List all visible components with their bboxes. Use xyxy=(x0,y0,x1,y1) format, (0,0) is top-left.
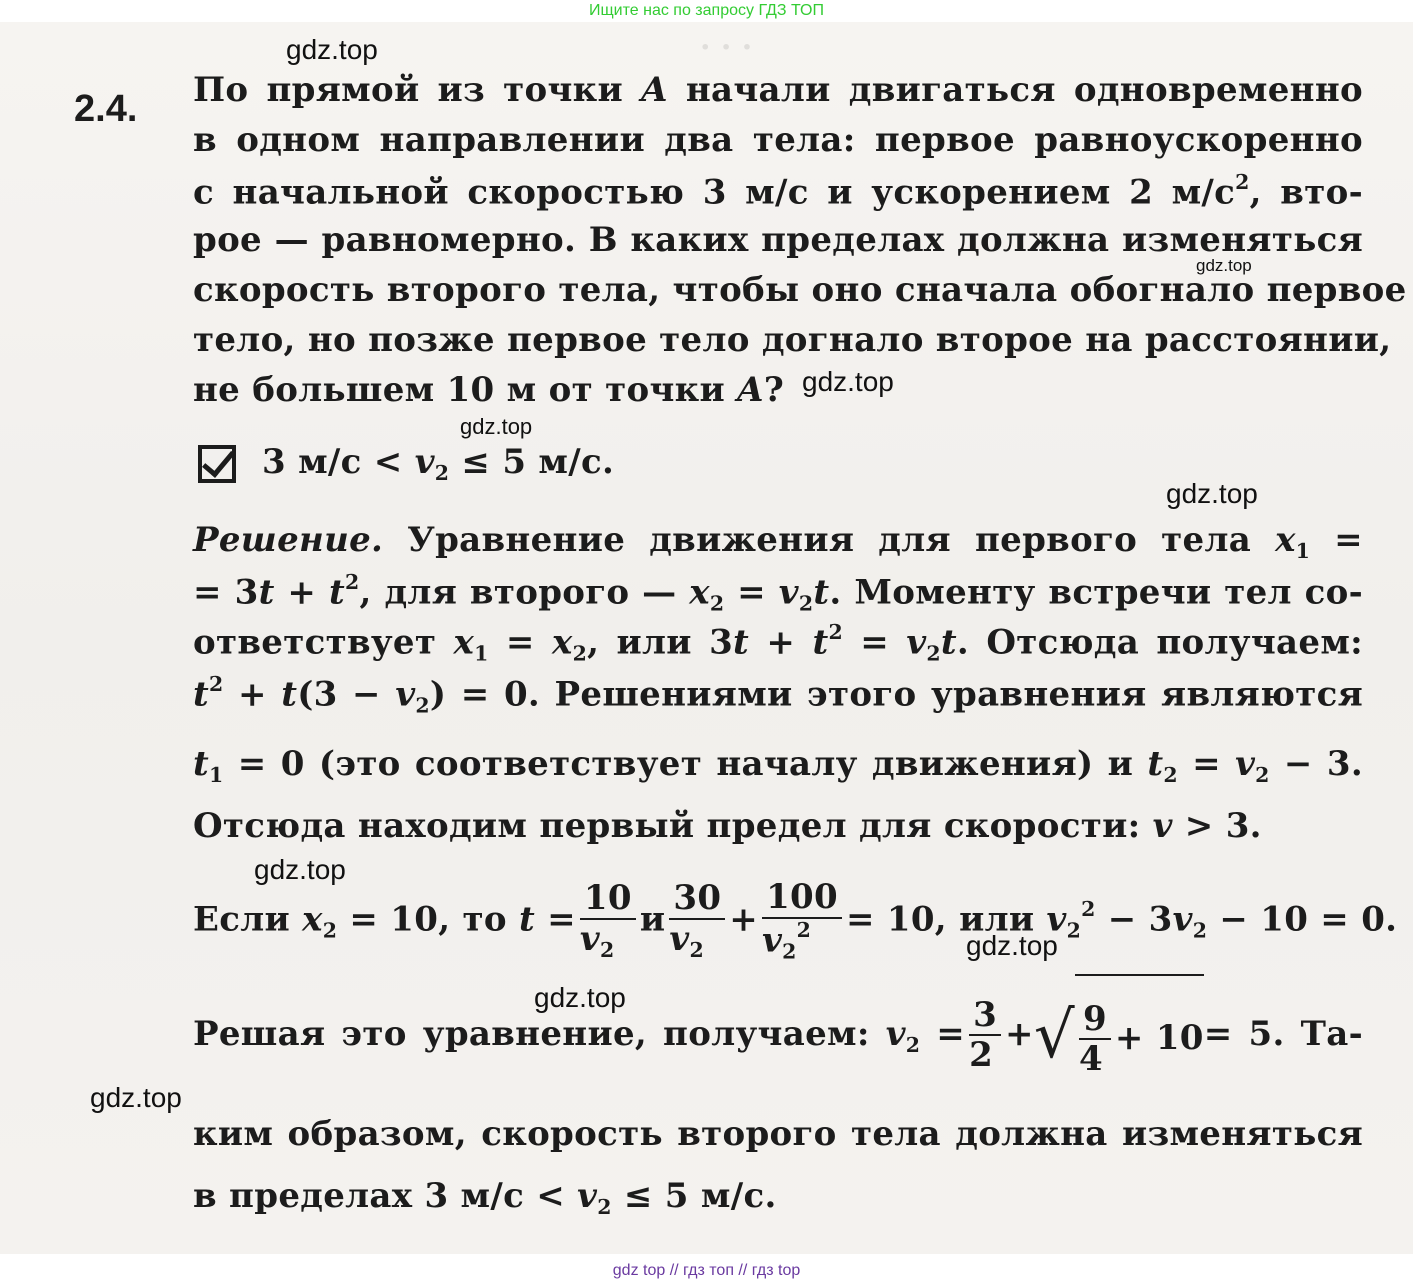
watermark: gdz.top xyxy=(286,34,378,65)
solution-line: $t^2 + t(3 - v_2) = 0$. Решениями этого уравнения являются xyxy=(193,672,1364,718)
solution-line: = $3t + t^2$, для второго — $x_2 = v_2t$. Моменту встречи тел со- xyxy=(193,570,1364,616)
square-root: √ $\frac{9}{4}$ + 10 xyxy=(1034,974,1204,1098)
fraction: $\frac{3}{2}$ xyxy=(969,997,1001,1075)
solution-line: Отсюда находим первый предел для скорости: v > 3. xyxy=(193,806,1262,846)
fraction: $\frac{30}{v_2}$ xyxy=(669,880,725,962)
watermark: gdz.top xyxy=(1166,478,1258,509)
footer-links: gdz top // гдз топ // гдз top xyxy=(612,1262,801,1279)
problem-line: в одном направлении два тела: первое равноускоренно xyxy=(193,120,1363,160)
watermark: gdz.top xyxy=(534,982,626,1013)
search-banner: Ищите нас по запросу ГДЗ ТОП xyxy=(589,2,824,19)
watermark: gdz.top xyxy=(802,366,894,397)
solution-line: Если $x_2 = 10$, то t = $\frac{10}{v_2}$ и $\frac{30}{v_2}$ + $\frac{100}{v_2^2}$ = 10, или $v_2^2 - 3v_2 - 10 = 0$. xyxy=(193,877,1398,963)
book-page xyxy=(0,22,1413,1254)
answer-line: 3 $м/с < v_2 \le 5$ м/с. xyxy=(198,442,614,485)
solution-line: ответствует $x_1 = x_2$, или $3t + t^2 = v_2t$. Отсюда получаем: xyxy=(193,620,1363,666)
solution-line: ким образом, скорость второго тела должна изменяться xyxy=(193,1114,1363,1154)
solution-line: в пределах 3 $м/с < v_2 \le 5$ м/с. xyxy=(193,1176,777,1220)
solution-heading: Решение. xyxy=(193,520,384,560)
problem-line: тело, но позже первое тело догнало второе на расстоянии, xyxy=(193,320,1392,360)
watermark: gdz.top xyxy=(966,930,1058,961)
problem-line: скорость второго тела, чтобы оно сначала обогнало первое xyxy=(193,270,1407,310)
solution-line: Решая это уравнение, получаем: $v_2$ = $\frac{3}{2}$ +√ $\frac{9}{4}$ + 10= 5. Та- xyxy=(193,974,1363,1094)
checkbox-icon xyxy=(198,445,236,483)
fraction: $\frac{100}{v_2^2}$ xyxy=(762,879,842,963)
watermark: gdz.top xyxy=(1196,256,1252,275)
watermark: gdz.top xyxy=(90,1082,182,1113)
fraction: $\frac{10}{v_2}$ xyxy=(580,880,636,962)
problem-number: 2.4. xyxy=(74,88,138,130)
problem-line: По прямой из точки A начали двигаться одновременно xyxy=(193,70,1363,110)
bleed-through: · · · xyxy=(700,30,753,65)
solution-line: $t_1 = 0$ (это соответствует началу движения) и $t_2 = v_2 - 3$. xyxy=(193,744,1363,788)
solution-line: Решение. Уравнение движения для первого тела $x_1$ = xyxy=(193,520,1363,564)
watermark: gdz.top xyxy=(460,414,533,439)
problem-line: не большем 10 м от точки A? xyxy=(193,370,785,410)
watermark: gdz.top xyxy=(254,854,346,885)
problem-line: рое — равномерно. В каких пределах должна изменяться xyxy=(193,220,1363,260)
problem-line: с начальной скоростью 3 м/с и ускорением 2 $м/с^2$, вто- xyxy=(193,170,1363,213)
